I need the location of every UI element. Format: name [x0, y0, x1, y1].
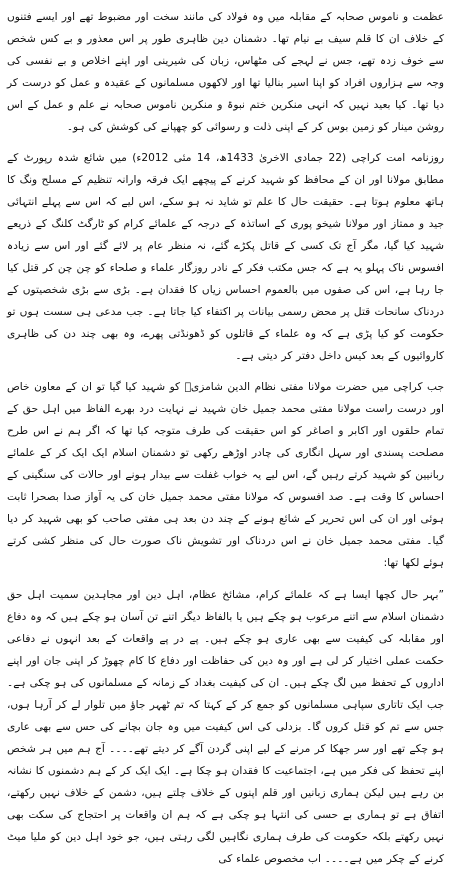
article-paragraph: روزنامہ امت کراچی (22 جمادی الاخریٰ 1433ھ، 14 مئی 2012ء) میں شائع شدہ رپورٹ کے مطابق مولانا اور ان کے محافظ کو شہید کرنے کے پیچھے ایک فرقہ وارانہ تنظیم کے مسلح ونگ کا ہاتھ معلوم ہوتا ہے۔ حقیقت حال کا علم تو شاید نہ ہو سکے، اس لیے کہ اس سے پہلے انتہائی جید و ممتاز اور مولانا شیخو پوری کے اساتذہ کے درجہ کے علمائے کرام کو ٹارگٹ کلنگ کے ذریعے شہید کیا گیا، مگر آج تک کسی کے قاتل پکڑے گئے، نہ منظر عام پر لائے گئے اور اس سے زیادہ افسوس ناک پہلو یہ ہے کہ جس مکتب فکر کے نادر روزگار علماء و صلحاء کو چن چن کر قتل کیا جا رہا ہے، اس کی صفوں میں بالعموم احساس زیاں کا فقدان ہے۔ بڑی سے بڑی شخصیتوں کے دردناک سانحات قتل پر محض رسمی بیانات پر اکتفاء کیا جاتا ہے۔ جب مدعی ہی سست ہوں تو حکومت کو کیا پڑی ہے کہ وہ علماء کے قاتلوں کو ڈھونڈتی پھرے، وہ بھی چند دن کی ظاہری کاروائیوں کے بعد کیس داخل دفتر کر دیتی ہے۔	[7, 152, 445, 362]
article-paragraph: عظمت و ناموس صحابہ کے مقابلہ میں وہ فولاد کی مانند سخت اور مضبوط تھے اور ایسے فتنوں کے خلاف ان کا قلم سیف بے نیام تھا۔ دشمنان دین ظاہری طور پر اس معذور و بے کس شخص سے خوف زدہ تھے، جس نے لہجے کی مٹھاس، زبان کی شیرینی اور اپنے اخلاص و بے نفسی کی وجہ سے ہزاروں افراد کو اپنا اسیر بنالیا تھا اور لاکھوں مسلمانوں کے عقیدہ و عمل کو درست کر دیا تھا۔ کیا بعید نہیں کہ انہی منکرین ختم نبوۃ و منکرین ناموس صحابہ نے علم و عمل کے اس روشن مینار کو زمین بوس کر کے اپنی ذلت و رسوائی کو چھپانے کی کوشش کی ہو۔	[7, 11, 444, 133]
article-paragraph: جب کراچی میں حضرت مولانا مفتی نظام الدین شامزیؒ کو شہید کیا گیا تو ان کے معاون خاص اور درست راست مولانا مفتی محمد جمیل خان شہید نے نہایت درد بھرے الفاظ میں اہل حق کے تمام حلقوں اور اکابر و اصاغر کو اس حقیقت کی طرف متوجہ کیا تھا کہ اگر ہم نے اس طرح مصلحت پسندی اور سہل انگاری کی چادر اوڑھے رکھی تو دشمنان اسلام ایک ایک کر کے علمائے ربانیین کو شہید کرتے رہیں گے، اس لیے یہ خواب غفلت سے بیدار ہونے اور حالات کی سنگینی کے احساس کا وقت ہے۔ صد افسوس کہ مولانا مفتی محمد جمیل خان کی یہ آواز صدا بصحرا ثابت ہوئی اور ان کی اس تحریر کے شائع ہونے کے چند دن بعد ہی مفتی صاحب کو بھی شہید کر دیا گیا۔ مفتی محمد جمیل خان نے اس دردناک اور تشویش ناک صورت حال کی منظر کشی کرتے ہوئے لکھا تھا:	[7, 381, 444, 569]
article-quote-paragraph: ”بہر حال کچھا ایسا ہے کہ علمائے کرام، مشائخ عظام، اہل دین اور مجاہدین سمیت اہل حق دشمنان اسلام سے اتنے مرعوب ہو چکے ہیں یا بالفاظ دیگر اتنے تن آسان ہو چکے ہیں کہ وہ دفاع اور مقابلہ کی کیفیت سے بھی عاری ہو چکے ہیں۔ پے در پے واقعات کے بعد انہوں نے دفاعی حکمت عملی اختیار کر لی ہے اور وہ دین کی حفاظت اور دفاع کا کام چھوڑ کر اپنی جان اور اپنے اداروں کے تحفظ میں لگ چکے ہیں۔ ان کی کیفیت بغداد کے زمانہ کے مسلمانوں کی ہو چکی ہے۔ جب ایک تاتاری سپاہی مسلمانوں کو جمع کر کے کہتا کہ تم ٹھہر جاؤ میں تلوار لے کر آرہا ہوں، جس سے تم کو قتل کروں گا۔ بزدلی کی اس کیفیت میں وہ جان بچانے کی حس سے بھی عاری ہو چکے تھے اور سر جھکا کر مرنے کے لیے اپنی گردن آگے کر دیتے تھے۔۔۔۔ آج ہم میں ہر شخص اپنے تحفظ کی فکر میں ہے، اجتماعیت کا فقدان ہو چکا ہے۔ ایک ایک کر کے ہم دشمنوں کا نشانہ بن رہے ہیں لیکن ہماری زبانیں اور قلم اپنوں کے خلاف چلتے ہیں، دشمن کے خلاف نہیں رکھتے، اتفاق ہے تو ہماری بے حسی کی انتہا ہو چکی ہے کہ ہم ان واقعات پر احتجاج کی سکت بھی نہیں رکھتے بلکہ حکومت کی طرف ہماری نگاہیں لگی رہتی ہیں، جو خود اہل دین کو ملیا میٹ کرنے کے چکر میں ہے۔۔۔۔ اب مخصوص علماء کی	[7, 589, 444, 865]
